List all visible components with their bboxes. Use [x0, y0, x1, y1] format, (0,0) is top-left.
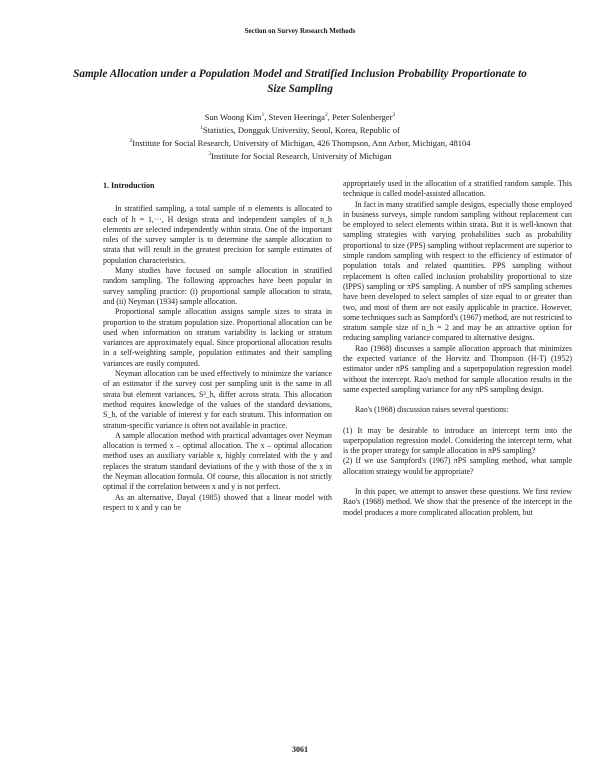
- affiliation: $^2$Institute for Social Research, University of Michigan, 426 Thompson, Ann Arbor, Michigan, 48104: [129, 138, 471, 148]
- author-sup: 1: [261, 112, 265, 119]
- question-item: (1) It may be desirable to introduce an intercept term into the superpopulation regression model. Considering the intercept term, what is the proper strategy for sample allocation in πPS sampling?: [343, 425, 572, 456]
- body-paragraph: In this paper, we attempt to answer these questions. We first review Rao's (1968) method. We show that the presence of the intercept in the model produces a more complicated allocation problem, but: [343, 487, 572, 517]
- left-column: [103, 177, 332, 513]
- affiliation: $^3$Institute for Social Research, University of Michigan: [208, 151, 392, 161]
- body-paragraph: In fact in many stratified sample designs, especially those employed in business surveys, simple random sampling without replacement can be employed to select elements within strata. But it is well-known that sampling strategies with varying probabilities such as probability proportional to size (PPS) sampling without replacement are superior to simple random sampling with respect to the efficiency of estimator of population totals and related quantities. PPS sampling without replacement is often called inclusion probability proportional to size (IPPS) sampling or πPS sampling. A number of πPS sampling schemes have been developed to select samples of size equal to or greater than two, and most of them are not easily applicable in practice. However, some techniques such as Sampford's (1967) method, are not restricted to stratum sample size of n_h = 2 and may be an attractive option for reducing sampling variance compared to alternative designs.: [343, 199, 572, 343]
- body-paragraph: Many studies have focused on sample allocation in stratified random sampling. The following approaches have been popular in survey sampling practice: (i) proportional sample allocation to strata, and (ii) Neyman (1934) sample allocation.: [103, 266, 332, 306]
- running-header: Section on Survey Research Methods: [244, 27, 356, 35]
- section-heading: 1. Introduction: [103, 181, 155, 190]
- question-item: (2) If we use Sampford's (1967) πPS sampling method, what sample allocation strategy would be appropriate?: [343, 456, 572, 476]
- author-name: Steven Heeringa: [268, 112, 325, 122]
- author-name: Peter Solenberger: [331, 112, 393, 122]
- affiliation: $^1$Statistics, Dongguk University, Seoul, Korea, Republic of: [200, 125, 400, 135]
- body-paragraph: Neyman allocation can be used effectively to minimize the variance of an estimator if the survey cost per sampling unit is the same in all strata but element variances, S²_h, differ across strata. This allocation method requires knowledge of the values of the standard deviations, S_h, of the variable of interest y for each stratum. This information on stratum-specific variance is often not available in practice.: [103, 369, 332, 430]
- page-number: 3061: [292, 745, 308, 754]
- paper-title: Sample Allocation under a Population Model and Stratified Inclusion Probability Proportionate to Size Sampling: [73, 68, 527, 95]
- body-paragraph: Rao's (1968) discussion raises several questions:: [355, 405, 509, 415]
- body-paragraph: Rao (1968) discusses a sample allocation approach that minimizes the expected variance of the Horvitz and Thompson (H-T) (1952) estimator under πPS sampling and a superpopulation regression model without the intercept. Rao's method for sample allocation results in the same expected sampling variance for any πPS sampling design.: [343, 343, 572, 394]
- author-sup: 3: [392, 112, 396, 119]
- right-column: [343, 179, 572, 518]
- author-block: [0, 111, 600, 163]
- author-sup: 2: [324, 112, 328, 119]
- body-paragraph: In stratified sampling, a total sample of n elements is allocated to each of h = 1,···, H design strata and independent samples of n_h elements are selected independently within strata. One of the important roles of the survey sampler is to determine the sample allocation to strata that will result in the greatest precision for sample estimates of population characteristics.: [103, 204, 332, 265]
- body-paragraph: Proportional sample allocation assigns sample sizes to strata in proportion to the stratum population size. Proportional allocation can be used when information on stratum variability is lacking or stratum variances are approximately equal. Since proportional allocation results in a self-weighting sample, population estimates and their sampling variances are easily computed.: [103, 307, 332, 368]
- author-names: Sun Woong Kim$^1$, Steven Heeringa$^2$, Peter Solenberger$^3$: [204, 112, 396, 122]
- body-paragraph: As an alternative, Dayal (1985) showed that a linear model with respect to x and y can be: [103, 492, 332, 512]
- author-name: Sun Woong Kim: [204, 112, 262, 122]
- body-paragraph: appropriately used in the allocation of a stratified random sample. This technique is called model-assisted allocation.: [343, 179, 572, 199]
- body-paragraph: A sample allocation method with practical advantages over Neyman allocation is termed x – optimal allocation. The x – optimal allocation method uses an auxiliary variable x, highly correlated with the y and replaces the stratum standard deviations of the y with those of the x in the Neyman allocation formula. Of course, this allocation is not strictly optimal if the correlation between x and y is not perfect.: [103, 430, 332, 492]
